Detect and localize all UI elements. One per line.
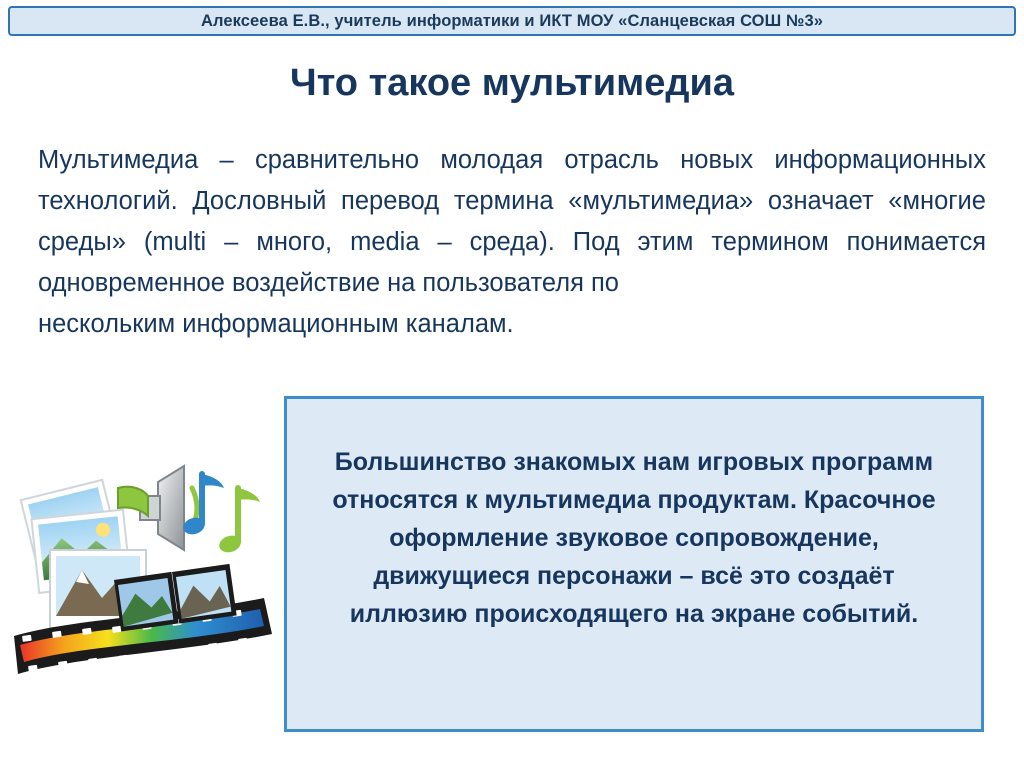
body-paragraph	[38, 140, 986, 345]
page-title: Что такое мультимедиа	[290, 62, 734, 104]
speaker-icon	[118, 466, 197, 550]
music-note-icon-2	[217, 488, 260, 555]
body-paragraph-main: Мультимедиа – сравнительно молодая отрасль новых информационных технологий. Дословный перевод термина «мультимедиа» означает «многие среды» (multi – много, media – среда). Под этим термином понимается одновременное воздействие на пользователя по	[38, 146, 986, 297]
header-banner	[8, 6, 1016, 36]
multimedia-collage-image	[6, 430, 296, 720]
body-paragraph-lastline: нескольким информационным каналам.	[38, 310, 514, 338]
music-note-icon	[181, 474, 224, 537]
callout-text: Большинство знакомых нам игровых программ относятся к мультимедиа продуктам. Красочное оформление звуковое сопровождение, движущиеся персонажи – всё это создаёт иллюзию происходящего на экране событий.	[332, 448, 936, 628]
film-frame-image-2	[172, 564, 237, 624]
callout-box	[284, 396, 984, 732]
film-frame-image	[114, 572, 179, 632]
header-text: Алексеева Е.В., учитель информатики и ИКТ МОУ «Сланцевская СОШ №3»	[200, 11, 824, 30]
